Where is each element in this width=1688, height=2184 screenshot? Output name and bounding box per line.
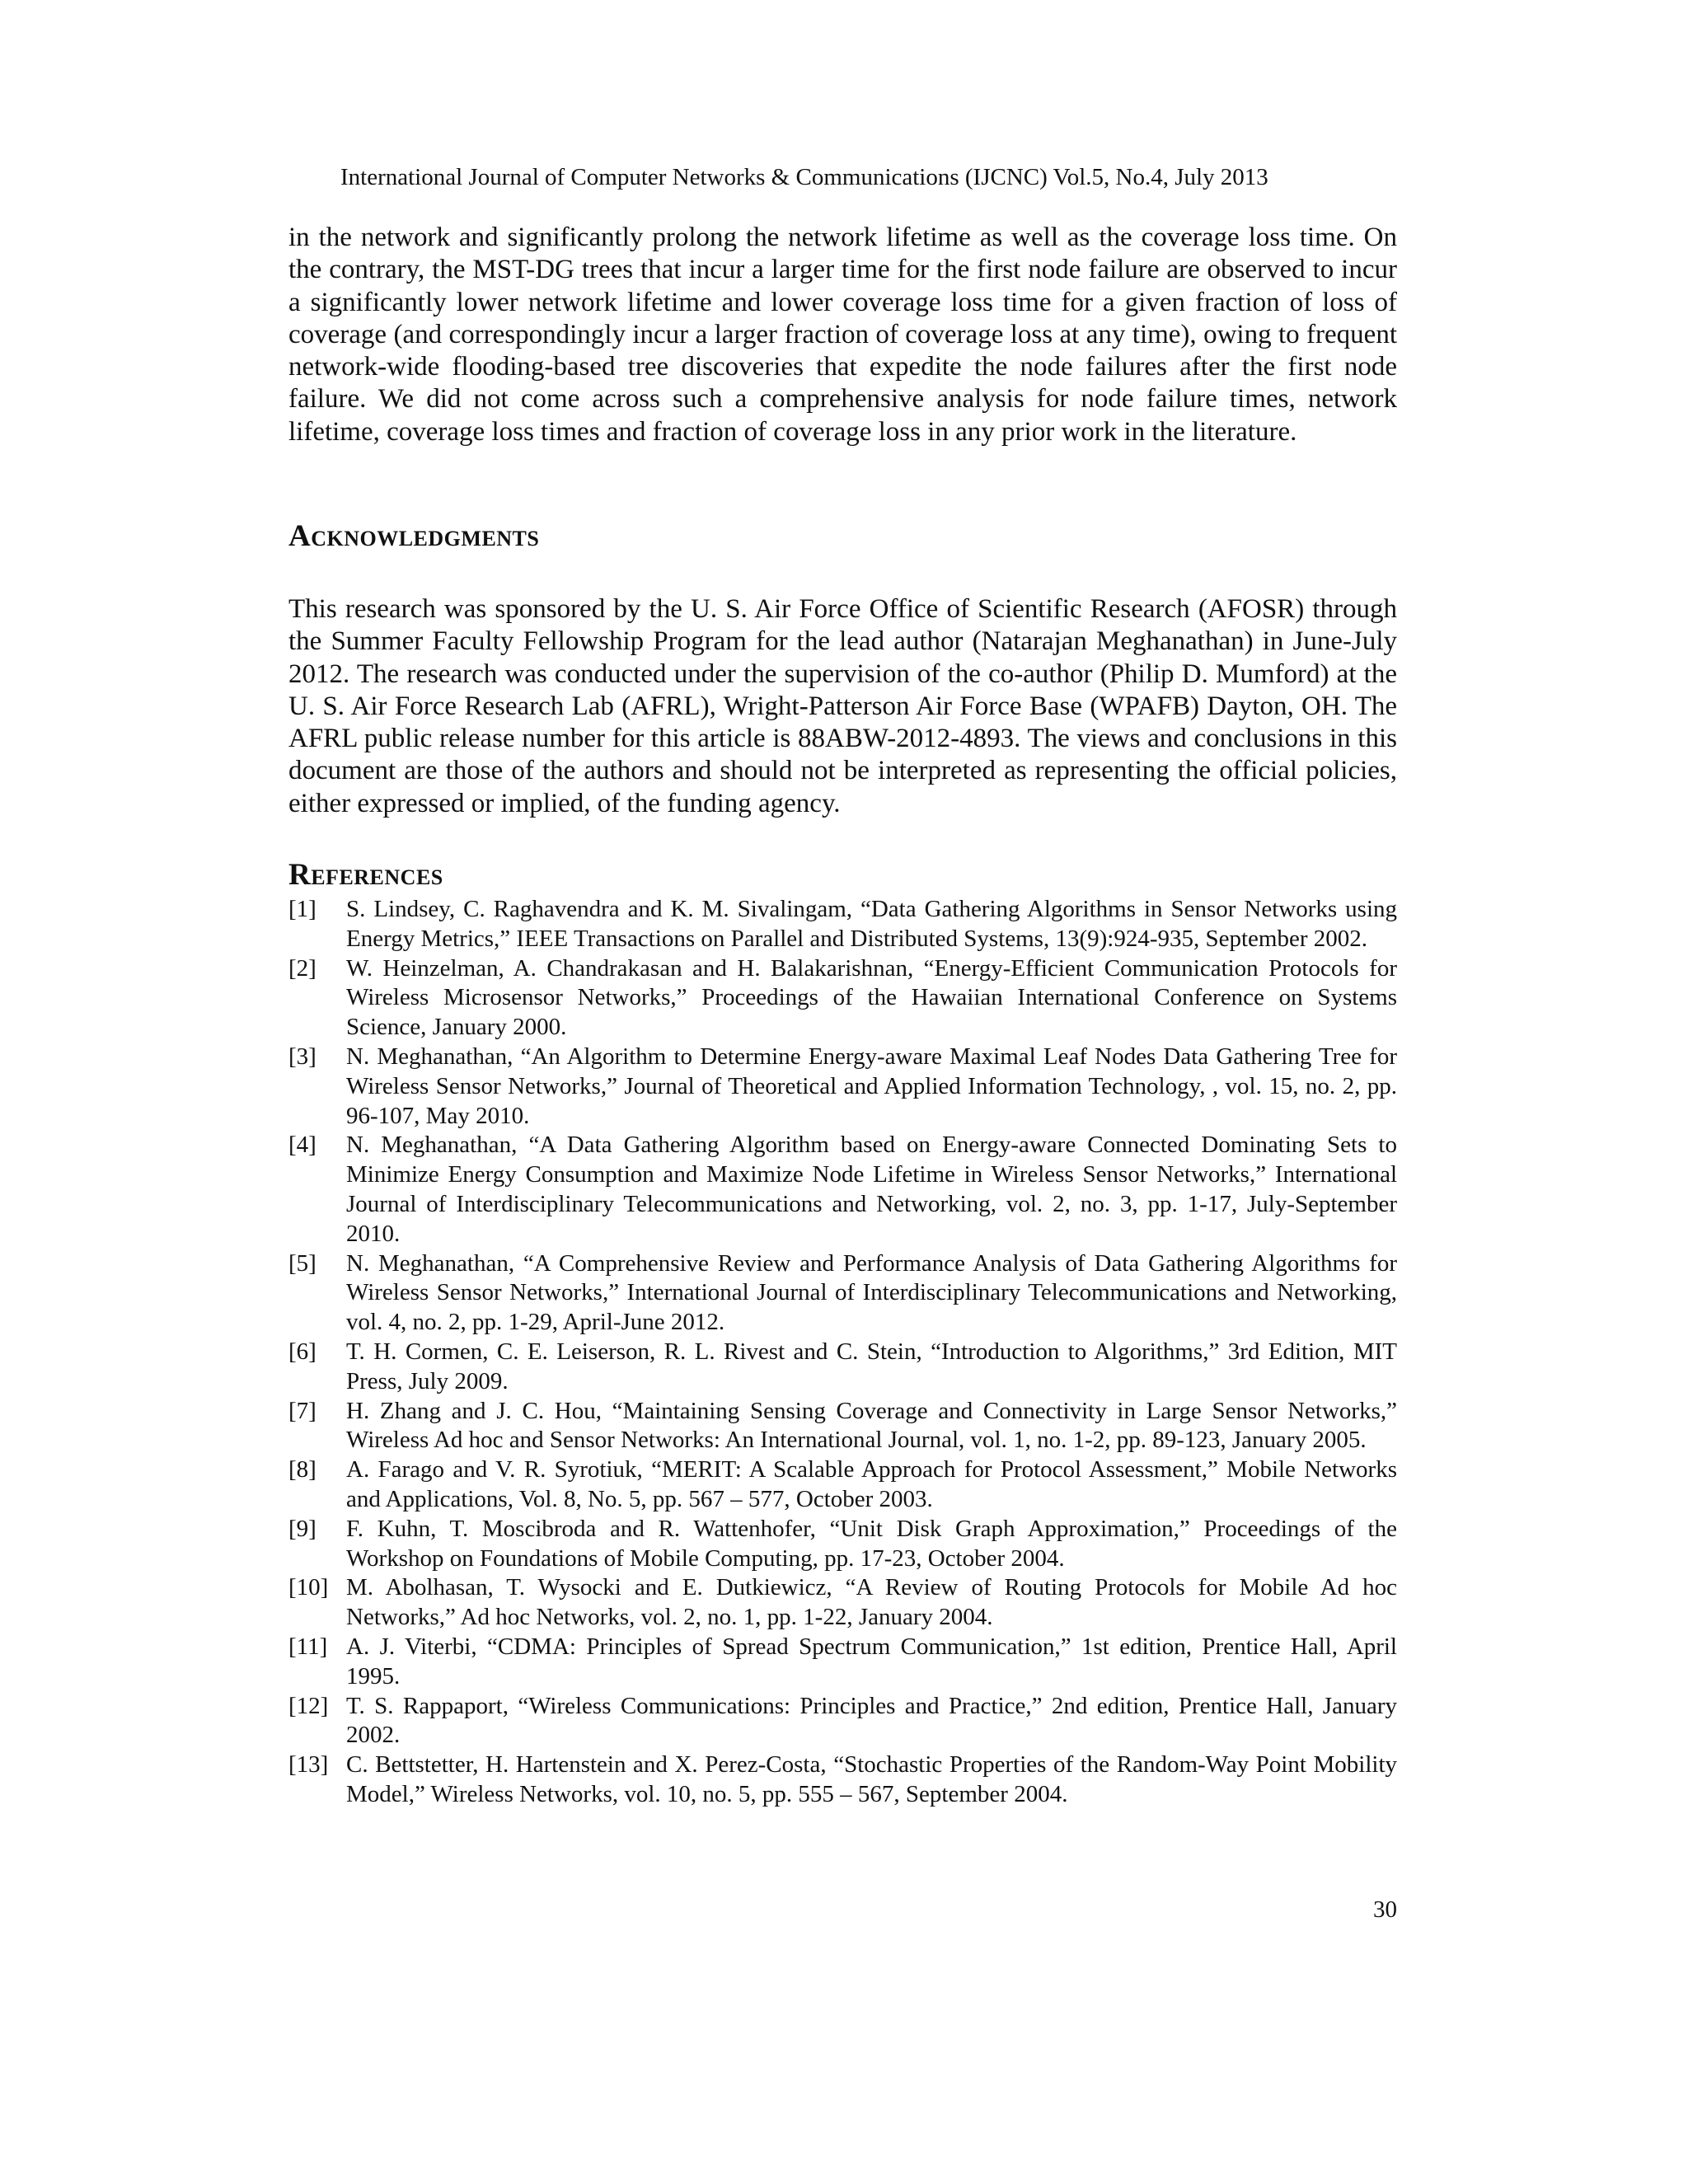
- acknowledgments-heading: Acknowledgments: [288, 519, 540, 553]
- reference-text: N. Meghanathan, “A Comprehensive Review and Performance Analysis of Data Gathering Algorithms for Wireless Sensor Networks,” International Journal of Interdisciplinary Telecommunications and Networking, vol. 4, no. 2, pp. 1-29, April-June 2012.: [346, 1249, 1397, 1336]
- reference-list: [288, 895, 1397, 1810]
- reference-number: [11]: [288, 1633, 328, 1660]
- reference-item: [288, 1692, 1397, 1751]
- reference-item: [288, 1633, 1397, 1692]
- reference-number: [7]: [288, 1397, 316, 1424]
- reference-text: S. Lindsey, C. Raghavendra and K. M. Sivalingam, “Data Gathering Algorithms in Sensor Networks using Energy Metrics,” IEEE Transactions on Parallel and Distributed Systems, 13(9):924-935, September 2002.: [346, 896, 1397, 952]
- reference-text: T. S. Rappaport, “Wireless Communications: Principles and Practice,” 2nd edition, Prentice Hall, January 2002.: [346, 1692, 1397, 1749]
- reference-text: N. Meghanathan, “An Algorithm to Determine Energy-aware Maximal Leaf Nodes Data Gathering Tree for Wireless Sensor Networks,” Journal of Theoretical and Applied Information Technology, , vol. 15, no. 2, pp. 96-107, May 2010.: [346, 1043, 1397, 1129]
- reference-text: H. Zhang and J. C. Hou, “Maintaining Sensing Coverage and Connectivity in Large Sensor Networks,” Wireless Ad hoc and Sensor Networks: An International Journal, vol. 1, no. 1-2, pp. 89-123, January 2005.: [346, 1397, 1397, 1454]
- reference-number: [5]: [288, 1249, 316, 1277]
- reference-text: T. H. Cormen, C. E. Leiserson, R. L. Rivest and C. Stein, “Introduction to Algorithms,” 3rd Edition, MIT Press, July 2009.: [346, 1338, 1397, 1394]
- reference-item: [288, 1338, 1397, 1397]
- reference-item: [288, 895, 1397, 954]
- reference-number: [6]: [288, 1338, 316, 1365]
- reference-item: [288, 1573, 1397, 1633]
- reference-item: [288, 1515, 1397, 1574]
- reference-item: [288, 1397, 1397, 1456]
- reference-item: [288, 1750, 1397, 1810]
- conclusion-paragraph: in the network and significantly prolong the network lifetime as well as the coverage loss time. On the contrary, the MST-DG trees that incur a larger time for the first node failure are observed to incur a significantly lower network lifetime and lower coverage loss time for a given fraction of loss of coverage (and correspondingly incur a larger fraction of coverage loss at any time), owing to frequent network-wide flooding-based tree discoveries that expedite the node failures after the first node failure. We did not come across such a comprehensive analysis for node failure times, network lifetime, coverage loss times and fraction of coverage loss in any prior work in the literature.: [288, 223, 1397, 447]
- reference-number: [10]: [288, 1574, 329, 1601]
- reference-text: F. Kuhn, T. Moscibroda and R. Wattenhofer, “Unit Disk Graph Approximation,” Proceedings of the Workshop on Foundations of Mobile Computing, pp. 17-23, October 2004.: [346, 1515, 1397, 1572]
- reference-number: [2]: [288, 954, 316, 982]
- reference-text: A. Farago and V. R. Syrotiuk, “MERIT: A Scalable Approach for Protocol Assessment,” Mobile Networks and Applications, Vol. 8, No. 5, pp. 567 – 577, October 2003.: [346, 1456, 1397, 1512]
- reference-number: [3]: [288, 1043, 316, 1070]
- reference-text: N. Meghanathan, “A Data Gathering Algorithm based on Energy-aware Connected Dominating Sets to Minimize Energy Consumption and Maximize Node Lifetime in Wireless Sensor Networks,” International Journal of Interdisciplinary Telecommunications and Networking, vol. 2, no. 3, pp. 1-17, July-September 2010.: [346, 1132, 1397, 1247]
- reference-item: [288, 1043, 1397, 1131]
- reference-number: [1]: [288, 896, 316, 922]
- reference-text: A. J. Viterbi, “CDMA: Principles of Spread Spectrum Communication,” 1st edition, Prentice Hall, April 1995.: [346, 1633, 1397, 1690]
- reference-text: M. Abolhasan, T. Wysocki and E. Dutkiewicz, “A Review of Routing Protocols for Mobile Ad hoc Networks,” Ad hoc Networks, vol. 2, no. 1, pp. 1-22, January 2004.: [346, 1574, 1397, 1631]
- reference-item: [288, 1455, 1397, 1515]
- reference-number: [13]: [288, 1751, 329, 1779]
- acknowledgments-paragraph: This research was sponsored by the U. S. Air Force Office of Scientific Research (AFOSR) through the Summer Faculty Fellowship Program for the lead author (Natarajan Meghanathan) in June-July 2012. The research was conducted under the supervision of the co-author (Philip D. Mumford) at the U. S. Air Force Research Lab (AFRL), Wright-Patterson Air Force Base (WPAFB) Dayton, OH. The AFRL public release number for this article is 88ABW-2012-4893. The views and conclusions in this document are those of the authors and should not be interpreted as representing the official policies, either expressed or implied, of the funding agency.: [288, 594, 1397, 818]
- page-number: 30: [1373, 1896, 1397, 1923]
- reference-number: [9]: [288, 1515, 316, 1542]
- reference-number: [12]: [288, 1692, 329, 1719]
- reference-number: [4]: [288, 1132, 316, 1159]
- running-header: International Journal of Computer Networks & Communications (IJCNC) Vol.5, No.4, July 2013: [340, 164, 1268, 190]
- reference-item: [288, 954, 1397, 1043]
- reference-text: W. Heinzelman, A. Chandrakasan and H. Balakarishnan, “Energy-Efficient Communication Protocols for Wireless Microsensor Networks,” Proceedings of the Hawaiian International Conference on Systems Science, January 2000.: [346, 954, 1397, 1041]
- references-heading: References: [288, 858, 443, 892]
- reference-number: [8]: [288, 1456, 316, 1483]
- reference-item: [288, 1131, 1397, 1249]
- reference-text: C. Bettstetter, H. Hartenstein and X. Perez-Costa, “Stochastic Properties of the Random-Way Point Mobility Model,” Wireless Networks, vol. 10, no. 5, pp. 555 – 567, September 2004.: [346, 1751, 1397, 1807]
- reference-item: [288, 1249, 1397, 1338]
